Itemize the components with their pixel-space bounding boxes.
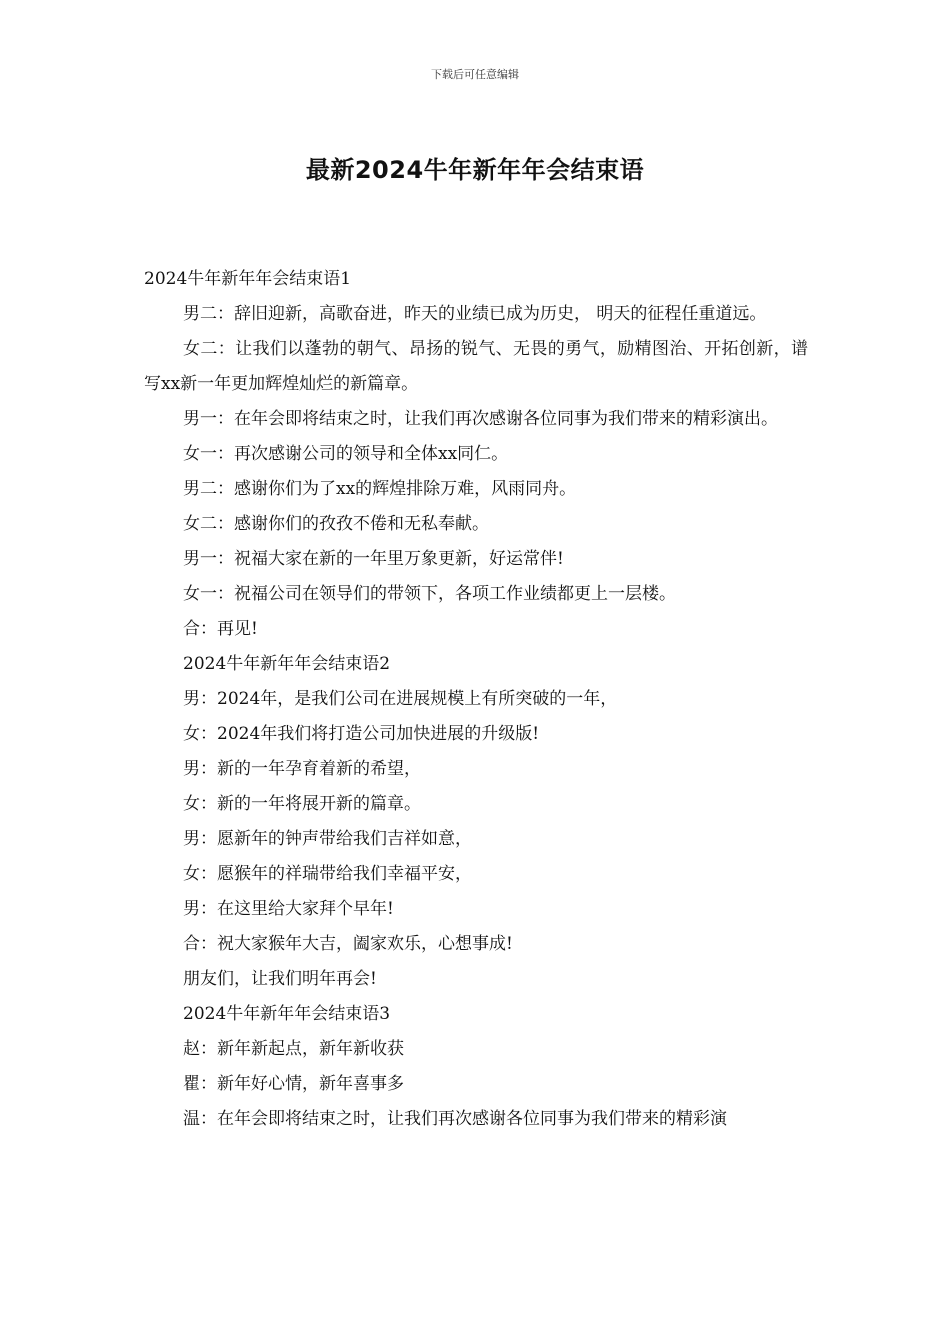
- paragraph: 男：在这里给大家拜个早年!: [183, 899, 394, 919]
- paragraph: 女一：再次感谢公司的领导和全体xx同仁。: [183, 444, 509, 464]
- paragraph: 男：2024年，是我们公司在进展规模上有所突破的一年，: [183, 689, 618, 709]
- paragraph: 男二：辞旧迎新，高歌奋进，昨天的业绩已成为历史， 明天的征程任重道远。: [183, 304, 767, 324]
- paragraph: 瞿：新年好心情，新年喜事多: [183, 1074, 404, 1094]
- paragraph: 朋友们，让我们明年再会!: [183, 969, 377, 989]
- paragraph: 女二：让我们以蓬勃的朝气、昂扬的锐气、无畏的勇气，励精图治、开拓创新，谱写xx新一年更加辉煌灿烂的新篇章。: [144, 339, 808, 394]
- paragraph: 男二：感谢你们为了xx的辉煌排除万难，风雨同舟。: [183, 479, 577, 499]
- section-heading-1: 2024牛年新年年会结束语1: [144, 269, 352, 289]
- paragraph: 男：新的一年孕育着新的希望，: [183, 759, 421, 779]
- section-heading-2: 2024牛年新年年会结束语2: [183, 654, 391, 674]
- section-heading-3: 2024牛年新年年会结束语3: [183, 1004, 391, 1024]
- paragraph: 女：愿猴年的祥瑞带给我们幸福平安，: [183, 864, 472, 884]
- document-title: 最新2024牛年新年年会结束语: [305, 156, 645, 184]
- paragraph: 合：祝大家猴年大吉，阖家欢乐，心想事成!: [183, 934, 513, 954]
- paragraph: 合：再见!: [183, 619, 258, 639]
- paragraph: 男一：在年会即将结束之时，让我们再次感谢各位同事为我们带来的精彩演出。: [183, 409, 778, 429]
- paragraph: 女：2024年我们将打造公司加快进展的升级版!: [183, 724, 540, 744]
- document-body: [144, 262, 808, 1137]
- paragraph: 温：在年会即将结束之时，让我们再次感谢各位同事为我们带来的精彩演: [183, 1109, 727, 1129]
- paragraph: 女一：祝福公司在领导们的带领下，各项工作业绩都更上一层楼。: [183, 584, 676, 604]
- header-note: 下载后可任意编辑: [431, 68, 519, 81]
- paragraph: 男一：祝福大家在新的一年里万象更新，好运常伴!: [183, 549, 564, 569]
- paragraph: 赵：新年新起点，新年新收获: [183, 1039, 404, 1059]
- paragraph: 女二：感谢你们的孜孜不倦和无私奉献。: [183, 514, 489, 534]
- paragraph: 女：新的一年将展开新的篇章。: [183, 794, 421, 814]
- paragraph: 男：愿新年的钟声带给我们吉祥如意，: [183, 829, 472, 849]
